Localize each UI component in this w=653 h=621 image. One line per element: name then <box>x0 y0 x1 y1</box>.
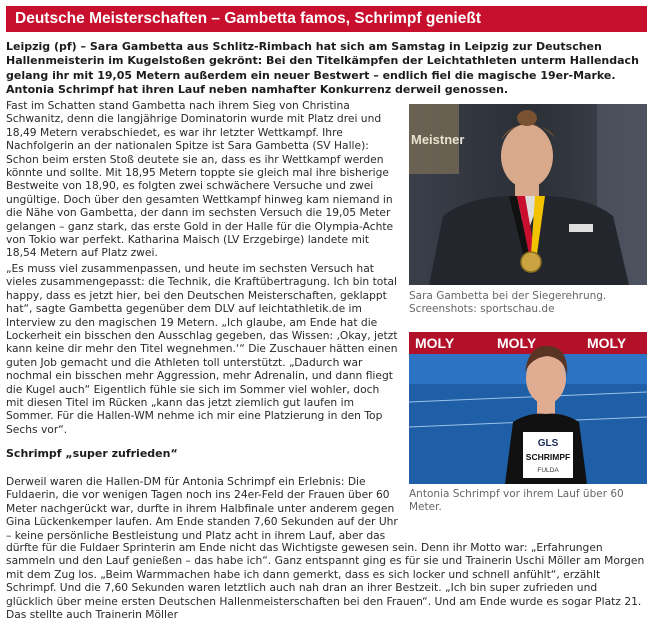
photo-caption: Sara Gambetta bei der Siegerehrung. Screenshots: sportschau.de <box>409 290 607 315</box>
article-paragraph: Fast im Schatten stand Gambetta nach ihrem Sieg von Christina Schwanitz, denn die langjährige Dominatorin wurde mit Platz drei und 18,49 Metern verabschiedet, es war ihr letzter Wettkampf. Ihre Nachfolgerin an der nationalen Spitze ist Sara Gambetta (SV Halle): Schon beim ersten Stoß deutete sie an, dass es ihr Wettkampf werden könnte und sollte. Mit 18,95 Metern toppte sie gleich mal ihre bisherige Bestweite von 18,90, es folgten zwei schwächere Versuche und zwei ungültige. Doch über den gesamten Wettkampf hinweg kam niemand in die Nähe von Gambetta, der dann im sechsten Versuch die 19,05 Meter gelangen – ganz stark, das erste Gold in der Halle für die Olympia-Achte von Tokio war perfekt. Katharina Maisch (LV Erzgebirge) landete mit 18,54 Metern auf Platz zwei. <box>6 99 394 260</box>
bib-sponsor: GLS <box>537 438 559 449</box>
section-subheading: Schrimpf „super zufrieden“ <box>6 447 178 460</box>
bib-club: FULDA <box>537 467 559 474</box>
article-paragraph: „Es muss viel zusammenpassen, und heute im sechsten Versuch hat vieles zusammengepasst: die Technik, die Kraftübertragung. Ich bin total happy, dass es jetzt hier, bei den Deutschen Meisterschaften, geklappt hat“, sagte Gambetta gegenüber dem DLV auf leichtathletik.de im Interview zu den magischen 19 Metern. „Ich glaube, am Ende hat die Lockerheit ein bisschen den Ausschlag gegeben, das Wissen: ‚Okay, jetzt kann keine dir mehr den Titel wegnehmen.‘“ Die Zuschauer hätten einen guten Job gemacht und die Athleten toll unterstützt. „Dadurch war nochmal ein bisschen mehr Aggression, mehr Adrenalin, und dann fliegt die Kugel auch“ Eigentlich fühle sie sich im Sommer viel wohler, doch mit diesen Titel im Rücken „kann das jetzt ziemlich gut laufen im Sommer. Für die Hallen-WM nehme ich mir eine Platzierung in den Top Sechs vor“. <box>6 262 398 436</box>
banner-text-2: MOLY <box>497 335 537 351</box>
photo-caption: Antonia Schrimpf vor ihrem Lauf über 60 Meter. <box>409 488 624 513</box>
bib-name: SCHRIMPF <box>525 452 571 462</box>
photo-gambetta-medal <box>409 104 647 285</box>
article-headline: Deutsche Meisterschaften – Gambetta famos, Schrimpf genießt <box>6 6 647 32</box>
article-lead: Leipzig (pf) – Sara Gambetta aus Schlitz-Rimbach hat sich am Samstag in Leipzig zur Deutschen Hallenmeisterin im Kugelstoßen gekrönt: Bei den Titelkämpfen der Leichtathleten unterm Hallendach gelang ihr mit 19,05 Metern außerdem ein neuer Bestwert – endlich fiel die magische 19er-Marke. Antonia Schrimpf hat ihren Lauf neben namhafter Konkurrenz derweil genossen. <box>6 40 639 97</box>
photo-schrimpf-illustration <box>409 332 647 484</box>
banner-text-1: MOLY <box>415 335 455 351</box>
banner-text-3: MOLY <box>587 335 627 351</box>
background-sign-text: Meistner <box>411 132 465 147</box>
photo-gambetta-illustration <box>409 104 647 285</box>
photo-schrimpf-start <box>409 332 647 484</box>
article-paragraph: Derweil waren die Hallen-DM für Antonia Schrimpf ein Erlebnis: Die Fuldaerin, die vor wenigen Tagen noch ins 24er-Feld der Frauen über 60 Meter nachgerückt war, durfte in ihrem Halbfinale unter anderem gegen Gina Lückenkemper laufen. Am Ende standen 7,60 Sekunden auf der Uhr – keine persönliche Bestleistung und Platz acht in ihrem Lauf, aber das <box>6 475 398 542</box>
article-paragraph-continued: dürfte für die Fuldaer Sprinterin am Ende nicht das Wichtigste gewesen sein. Denn ihr Motto war: „Erfahrungen sammeln und den Lauf genießen – das habe ich“. Ganz entspannt ging es für sie und Trainerin Uschi Möller am Morgen mit dem Zug los. „Beim Warmmachen habe ich dann gemerkt, dass es sich locker und schnell anfühlt“, erzählt Schrimpf. Und die 7,60 Sekunden waren letztlich auch nah dran an ihrer Bestzeit. „Ich bin super zufrieden und glücklich über meine ersten Deutschen Hallenmeisterschaften bei den Frauen“. Und am Ende wurde es sogar Platz 21. Das stellte auch Trainerin Möller <box>6 541 645 621</box>
